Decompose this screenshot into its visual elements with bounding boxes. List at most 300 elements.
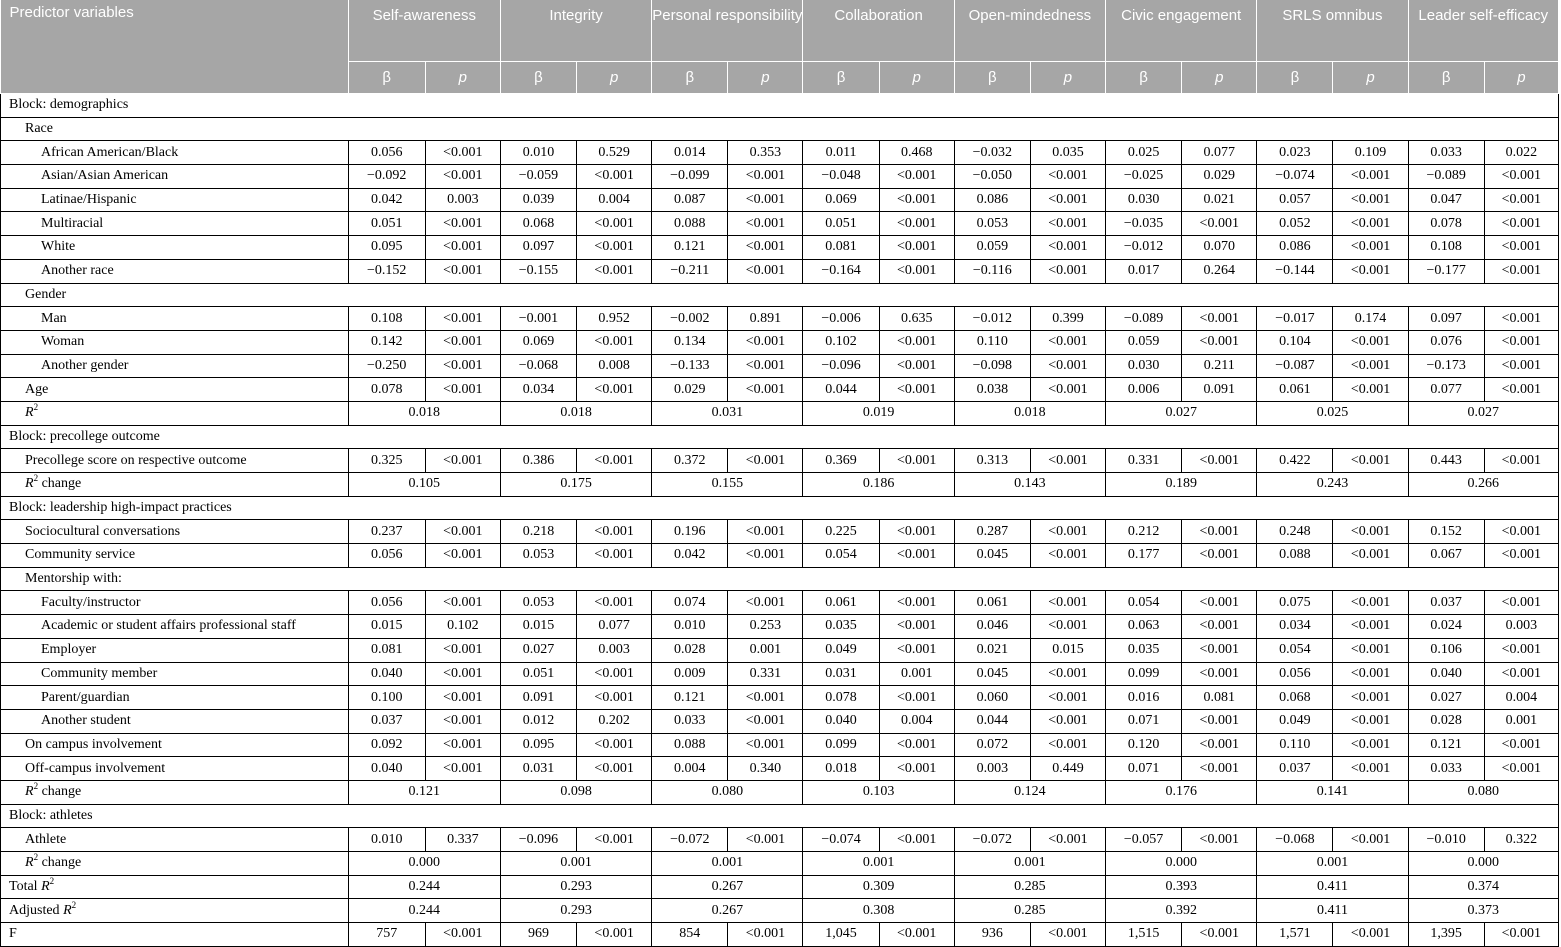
beta-cell: 0.028 xyxy=(1408,709,1484,733)
p-cell: 0.340 xyxy=(728,757,803,781)
outcome-header: SRLS omnibus xyxy=(1257,0,1408,62)
beta-cell: 0.152 xyxy=(1408,520,1484,544)
p-cell: <0.001 xyxy=(1030,378,1105,402)
p-cell: <0.001 xyxy=(425,259,500,283)
summary-value: 0.001 xyxy=(803,852,954,876)
p-cell: <0.001 xyxy=(728,828,803,852)
p-cell: <0.001 xyxy=(577,520,652,544)
summary-value: 0.393 xyxy=(1106,875,1257,899)
row-label: White xyxy=(1,236,349,260)
p-cell: <0.001 xyxy=(879,259,954,283)
p-cell: 0.952 xyxy=(577,307,652,331)
beta-cell: −0.012 xyxy=(954,307,1030,331)
section-row xyxy=(1,117,1559,141)
block-row xyxy=(1,496,1559,520)
p-cell: <0.001 xyxy=(1182,520,1257,544)
beta-cell: 0.006 xyxy=(1106,378,1182,402)
p-cell: 0.001 xyxy=(1484,709,1558,733)
summary-value: 0.105 xyxy=(348,473,500,497)
p-cell: <0.001 xyxy=(425,212,500,236)
p-cell: <0.001 xyxy=(425,449,500,473)
beta-cell: 0.044 xyxy=(954,709,1030,733)
p-cell: <0.001 xyxy=(1182,733,1257,757)
summary-value: 0.411 xyxy=(1257,899,1408,923)
p-cell: <0.001 xyxy=(879,212,954,236)
beta-cell: 0.078 xyxy=(803,686,879,710)
beta-cell: −0.099 xyxy=(652,165,728,189)
p-cell: <0.001 xyxy=(577,733,652,757)
beta-cell: 0.034 xyxy=(1257,615,1333,639)
beta-cell: 0.071 xyxy=(1106,757,1182,781)
summary-value: 0.392 xyxy=(1106,899,1257,923)
beta-cell: −0.072 xyxy=(954,828,1030,852)
outcome-header: Civic engagement xyxy=(1106,0,1257,62)
beta-cell: 0.053 xyxy=(500,591,576,615)
r-symbol: R xyxy=(63,902,72,918)
p-cell: <0.001 xyxy=(1030,165,1105,189)
block-label: Block: demographics xyxy=(1,94,1559,118)
p-cell: <0.001 xyxy=(425,520,500,544)
p-cell: <0.001 xyxy=(1333,520,1408,544)
p-cell: <0.001 xyxy=(1484,259,1558,283)
p-cell: <0.001 xyxy=(1030,686,1105,710)
table-row xyxy=(1,378,1559,402)
beta-cell: −0.072 xyxy=(652,828,728,852)
beta-cell: 0.121 xyxy=(652,686,728,710)
p-cell: <0.001 xyxy=(425,236,500,260)
table-row xyxy=(1,354,1559,378)
p-cell: <0.001 xyxy=(879,638,954,662)
summary-value: 0.244 xyxy=(348,875,500,899)
beta-cell: 0.035 xyxy=(1106,638,1182,662)
p-cell: <0.001 xyxy=(728,733,803,757)
beta-cell: 0.040 xyxy=(803,709,879,733)
p-cell: <0.001 xyxy=(728,520,803,544)
superscript: 2 xyxy=(71,899,77,910)
beta-cell: 0.248 xyxy=(1257,520,1333,544)
row-label: Community service xyxy=(1,544,349,568)
outcome-header: Personal responsibility xyxy=(652,0,803,62)
row-label: Asian/Asian American xyxy=(1,165,349,189)
row-label: Another student xyxy=(1,709,349,733)
table-row xyxy=(1,923,1559,947)
r-symbol: R xyxy=(25,476,34,492)
summary-value: 0.293 xyxy=(500,899,651,923)
p-cell: <0.001 xyxy=(728,354,803,378)
beta-cell: 0.010 xyxy=(348,828,425,852)
beta-cell: 0.047 xyxy=(1408,188,1484,212)
block-row xyxy=(1,804,1559,828)
p-cell: <0.001 xyxy=(1030,354,1105,378)
p-cell: <0.001 xyxy=(425,354,500,378)
table-row xyxy=(1,165,1559,189)
beta-cell: 0.369 xyxy=(803,449,879,473)
label-text: Adjusted R xyxy=(9,902,72,918)
p-cell: <0.001 xyxy=(1484,212,1558,236)
beta-cell: 0.081 xyxy=(348,638,425,662)
label-text: Total R xyxy=(9,879,50,895)
beta-cell: 0.040 xyxy=(1408,662,1484,686)
row-label: Athlete xyxy=(1,828,349,852)
beta-cell: 0.237 xyxy=(348,520,425,544)
p-cell: 0.102 xyxy=(425,615,500,639)
p-cell: <0.001 xyxy=(1182,330,1257,354)
beta-cell: 0.088 xyxy=(1257,544,1333,568)
row-label: Academic or student affairs professional staff xyxy=(1,615,349,639)
beta-cell: 936 xyxy=(954,923,1030,947)
p-cell: <0.001 xyxy=(1333,615,1408,639)
row-label: Age xyxy=(1,378,349,402)
beta-cell: −0.096 xyxy=(500,828,576,852)
p-cell: <0.001 xyxy=(1182,662,1257,686)
beta-cell: −0.074 xyxy=(803,828,879,852)
p-cell: 0.029 xyxy=(1182,165,1257,189)
summary-value: 0.018 xyxy=(500,401,651,425)
row-label: Woman xyxy=(1,330,349,354)
p-cell: <0.001 xyxy=(577,236,652,260)
summary-value: 0.411 xyxy=(1257,875,1408,899)
beta-cell: 0.042 xyxy=(652,544,728,568)
beta-cell: 0.054 xyxy=(1106,591,1182,615)
beta-cell: −0.089 xyxy=(1106,307,1182,331)
beta-cell: 0.068 xyxy=(1257,686,1333,710)
summary-value: 0.001 xyxy=(652,852,803,876)
p-cell: <0.001 xyxy=(728,591,803,615)
beta-cell: 0.044 xyxy=(803,378,879,402)
beta-cell: 0.027 xyxy=(1408,686,1484,710)
p-cell: 0.337 xyxy=(425,828,500,852)
beta-cell: −0.173 xyxy=(1408,354,1484,378)
beta-cell: 0.097 xyxy=(500,236,576,260)
p-cell: <0.001 xyxy=(425,165,500,189)
superscript: 2 xyxy=(49,876,55,887)
summary-value: 0.098 xyxy=(500,780,651,804)
beta-cell: 0.077 xyxy=(1408,378,1484,402)
p-cell: <0.001 xyxy=(1030,520,1105,544)
beta-cell: 0.014 xyxy=(652,141,728,165)
p-cell: <0.001 xyxy=(577,259,652,283)
p-cell: <0.001 xyxy=(577,330,652,354)
beta-cell: 0.069 xyxy=(803,188,879,212)
beta-cell: 0.028 xyxy=(652,638,728,662)
beta-cell: −0.059 xyxy=(500,165,576,189)
beta-cell: −0.050 xyxy=(954,165,1030,189)
beta-cell: 1,515 xyxy=(1106,923,1182,947)
beta-cell: −0.177 xyxy=(1408,259,1484,283)
beta-cell: 0.100 xyxy=(348,686,425,710)
p-cell: <0.001 xyxy=(1333,212,1408,236)
beta-cell: 0.037 xyxy=(348,709,425,733)
beta-cell: 0.051 xyxy=(803,212,879,236)
p-cell: <0.001 xyxy=(1030,923,1105,947)
summary-value: 0.018 xyxy=(348,401,500,425)
p-cell: <0.001 xyxy=(728,236,803,260)
beta-cell: 0.061 xyxy=(803,591,879,615)
beta-cell: 0.009 xyxy=(652,662,728,686)
p-cell: <0.001 xyxy=(1484,923,1558,947)
p-cell: <0.001 xyxy=(1030,591,1105,615)
p-cell: <0.001 xyxy=(1484,449,1558,473)
beta-cell: 0.091 xyxy=(500,686,576,710)
beta-cell: 0.023 xyxy=(1257,141,1333,165)
beta-cell: −0.006 xyxy=(803,307,879,331)
p-cell: 0.004 xyxy=(879,709,954,733)
beta-cell: 0.039 xyxy=(500,188,576,212)
p-cell: <0.001 xyxy=(1333,733,1408,757)
beta-cell: −0.250 xyxy=(348,354,425,378)
beta-cell: 0.012 xyxy=(500,709,576,733)
beta-cell: −0.068 xyxy=(500,354,576,378)
p-cell: <0.001 xyxy=(425,591,500,615)
p-header: p xyxy=(425,62,500,94)
summary-value: 0.027 xyxy=(1106,401,1257,425)
beta-cell: 0.045 xyxy=(954,662,1030,686)
p-cell: <0.001 xyxy=(1333,236,1408,260)
beta-cell: 0.121 xyxy=(652,236,728,260)
beta-cell: 0.011 xyxy=(803,141,879,165)
table-row xyxy=(1,330,1559,354)
p-cell: <0.001 xyxy=(1030,828,1105,852)
beta-cell: 0.102 xyxy=(803,330,879,354)
summary-value: 0.019 xyxy=(803,401,954,425)
section-label: Race xyxy=(1,117,1559,141)
table-row xyxy=(1,733,1559,757)
beta-cell: 757 xyxy=(348,923,425,947)
beta-cell: 0.078 xyxy=(348,378,425,402)
beta-cell: −0.152 xyxy=(348,259,425,283)
p-cell: <0.001 xyxy=(577,591,652,615)
beta-cell: 0.021 xyxy=(954,638,1030,662)
p-cell: <0.001 xyxy=(1484,307,1558,331)
p-cell: <0.001 xyxy=(425,923,500,947)
summary-value: 0.031 xyxy=(652,401,803,425)
label-text xyxy=(25,476,34,491)
p-cell: <0.001 xyxy=(1030,236,1105,260)
p-cell: <0.001 xyxy=(1030,733,1105,757)
p-cell: <0.001 xyxy=(425,638,500,662)
p-cell: <0.001 xyxy=(1333,709,1408,733)
beta-cell: −0.074 xyxy=(1257,165,1333,189)
label-text xyxy=(25,405,34,420)
summary-value: 0.267 xyxy=(652,899,803,923)
p-cell: <0.001 xyxy=(1333,354,1408,378)
p-cell: <0.001 xyxy=(879,591,954,615)
summary-row xyxy=(1,899,1559,923)
beta-cell: 0.056 xyxy=(1257,662,1333,686)
label-text xyxy=(25,784,34,799)
p-cell: 0.001 xyxy=(879,662,954,686)
beta-cell: −0.089 xyxy=(1408,165,1484,189)
p-cell: 0.003 xyxy=(577,638,652,662)
beta-cell: −0.116 xyxy=(954,259,1030,283)
p-cell: 0.001 xyxy=(728,638,803,662)
p-cell: <0.001 xyxy=(1484,188,1558,212)
summary-value: 0.025 xyxy=(1257,401,1408,425)
section-row xyxy=(1,283,1559,307)
p-cell: <0.001 xyxy=(728,544,803,568)
summary-value: 0.027 xyxy=(1408,401,1558,425)
p-cell: <0.001 xyxy=(1030,449,1105,473)
summary-value: 0.103 xyxy=(803,780,954,804)
p-cell: <0.001 xyxy=(879,520,954,544)
beta-header: β xyxy=(1257,62,1333,94)
beta-cell: 0.042 xyxy=(348,188,425,212)
p-cell: <0.001 xyxy=(1182,544,1257,568)
p-cell: <0.001 xyxy=(425,709,500,733)
p-cell: 0.253 xyxy=(728,615,803,639)
table-row xyxy=(1,709,1559,733)
p-cell: <0.001 xyxy=(425,686,500,710)
p-cell: <0.001 xyxy=(1333,188,1408,212)
beta-cell: 0.104 xyxy=(1257,330,1333,354)
p-cell: <0.001 xyxy=(425,544,500,568)
p-cell: <0.001 xyxy=(1182,638,1257,662)
summary-row xyxy=(1,852,1559,876)
p-cell: <0.001 xyxy=(879,544,954,568)
summary-row xyxy=(1,780,1559,804)
beta-cell: 0.331 xyxy=(1106,449,1182,473)
p-cell: <0.001 xyxy=(879,923,954,947)
beta-cell: 0.078 xyxy=(1408,212,1484,236)
beta-cell: −0.164 xyxy=(803,259,879,283)
beta-cell: 0.049 xyxy=(803,638,879,662)
p-cell: <0.001 xyxy=(1182,615,1257,639)
beta-cell: 0.010 xyxy=(500,141,576,165)
summary-value: 0.244 xyxy=(348,899,500,923)
p-cell: <0.001 xyxy=(577,378,652,402)
p-cell: <0.001 xyxy=(1182,828,1257,852)
row-label: Another race xyxy=(1,259,349,283)
table-row xyxy=(1,449,1559,473)
beta-cell: 0.024 xyxy=(1408,615,1484,639)
beta-cell: 0.121 xyxy=(1408,733,1484,757)
beta-cell: 0.088 xyxy=(652,733,728,757)
p-cell: <0.001 xyxy=(879,615,954,639)
p-cell: <0.001 xyxy=(879,165,954,189)
p-cell: <0.001 xyxy=(1030,709,1105,733)
beta-cell: −0.032 xyxy=(954,141,1030,165)
p-cell: 0.449 xyxy=(1030,757,1105,781)
p-cell: <0.001 xyxy=(1333,378,1408,402)
p-cell: 0.109 xyxy=(1333,141,1408,165)
p-cell: <0.001 xyxy=(425,330,500,354)
row-label xyxy=(1,875,349,899)
beta-cell: −0.025 xyxy=(1106,165,1182,189)
beta-cell: 0.033 xyxy=(1408,757,1484,781)
p-cell: 0.015 xyxy=(1030,638,1105,662)
row-label: Community member xyxy=(1,662,349,686)
beta-cell: 0.443 xyxy=(1408,449,1484,473)
summary-value: 0.374 xyxy=(1408,875,1558,899)
summary-value: 0.373 xyxy=(1408,899,1558,923)
p-cell: 0.070 xyxy=(1182,236,1257,260)
p-cell: <0.001 xyxy=(425,141,500,165)
p-cell: 0.264 xyxy=(1182,259,1257,283)
outcome-header: Self-awareness xyxy=(348,0,500,62)
beta-cell: 0.061 xyxy=(1257,378,1333,402)
block-label: Block: leadership high-impact practices xyxy=(1,496,1559,520)
section-label: Mentorship with: xyxy=(1,567,1559,591)
beta-cell: 0.057 xyxy=(1257,188,1333,212)
p-cell: <0.001 xyxy=(1484,591,1558,615)
beta-cell: 0.051 xyxy=(348,212,425,236)
summary-value: 0.000 xyxy=(1106,852,1257,876)
p-header: p xyxy=(1030,62,1105,94)
beta-cell: 1,395 xyxy=(1408,923,1484,947)
p-cell: <0.001 xyxy=(1030,330,1105,354)
p-cell: <0.001 xyxy=(1484,520,1558,544)
beta-cell: 0.106 xyxy=(1408,638,1484,662)
r-symbol: R xyxy=(25,855,34,871)
beta-cell: 0.053 xyxy=(954,212,1030,236)
block-label: Block: athletes xyxy=(1,804,1559,828)
beta-cell: −0.155 xyxy=(500,259,576,283)
p-cell: <0.001 xyxy=(1484,733,1558,757)
outcome-header: Leader self-efficacy xyxy=(1408,0,1558,62)
block-label: Block: precollege outcome xyxy=(1,425,1559,449)
beta-cell: 0.015 xyxy=(348,615,425,639)
outcome-header: Integrity xyxy=(500,0,651,62)
p-cell: 0.635 xyxy=(879,307,954,331)
beta-cell: −0.010 xyxy=(1408,828,1484,852)
beta-cell: 0.075 xyxy=(1257,591,1333,615)
section-row xyxy=(1,567,1559,591)
p-header: p xyxy=(1333,62,1408,94)
beta-cell: −0.017 xyxy=(1257,307,1333,331)
beta-cell: 0.030 xyxy=(1106,188,1182,212)
p-cell: <0.001 xyxy=(1333,330,1408,354)
p-cell: <0.001 xyxy=(1484,236,1558,260)
row-label xyxy=(1,780,349,804)
beta-cell: 0.038 xyxy=(954,378,1030,402)
beta-cell: 0.076 xyxy=(1408,330,1484,354)
beta-cell: −0.035 xyxy=(1106,212,1182,236)
beta-cell: 0.067 xyxy=(1408,544,1484,568)
p-cell: <0.001 xyxy=(1333,591,1408,615)
beta-cell: 0.056 xyxy=(348,544,425,568)
section-label: Gender xyxy=(1,283,1559,307)
beta-cell: 0.081 xyxy=(803,236,879,260)
summary-value: 0.309 xyxy=(803,875,954,899)
p-cell: <0.001 xyxy=(1182,591,1257,615)
beta-cell: −0.096 xyxy=(803,354,879,378)
beta-cell: 0.027 xyxy=(500,638,576,662)
row-label: F xyxy=(1,923,349,947)
beta-cell: 0.072 xyxy=(954,733,1030,757)
p-cell: 0.021 xyxy=(1182,188,1257,212)
p-cell: <0.001 xyxy=(1333,259,1408,283)
p-cell: <0.001 xyxy=(879,354,954,378)
row-label xyxy=(1,899,349,923)
p-cell: <0.001 xyxy=(577,662,652,686)
summary-value: 0.189 xyxy=(1106,473,1257,497)
p-cell: <0.001 xyxy=(1484,330,1558,354)
p-cell: <0.001 xyxy=(577,686,652,710)
p-cell: <0.001 xyxy=(425,757,500,781)
p-cell: <0.001 xyxy=(1030,615,1105,639)
row-label: Employer xyxy=(1,638,349,662)
summary-value: 0.018 xyxy=(954,401,1105,425)
p-cell: <0.001 xyxy=(1333,544,1408,568)
p-cell: <0.001 xyxy=(1030,544,1105,568)
p-cell: <0.001 xyxy=(728,188,803,212)
beta-cell: 0.051 xyxy=(500,662,576,686)
beta-cell: 0.040 xyxy=(348,662,425,686)
p-cell: <0.001 xyxy=(1182,307,1257,331)
summary-value: 0.243 xyxy=(1257,473,1408,497)
summary-row xyxy=(1,875,1559,899)
beta-cell: 0.095 xyxy=(348,236,425,260)
